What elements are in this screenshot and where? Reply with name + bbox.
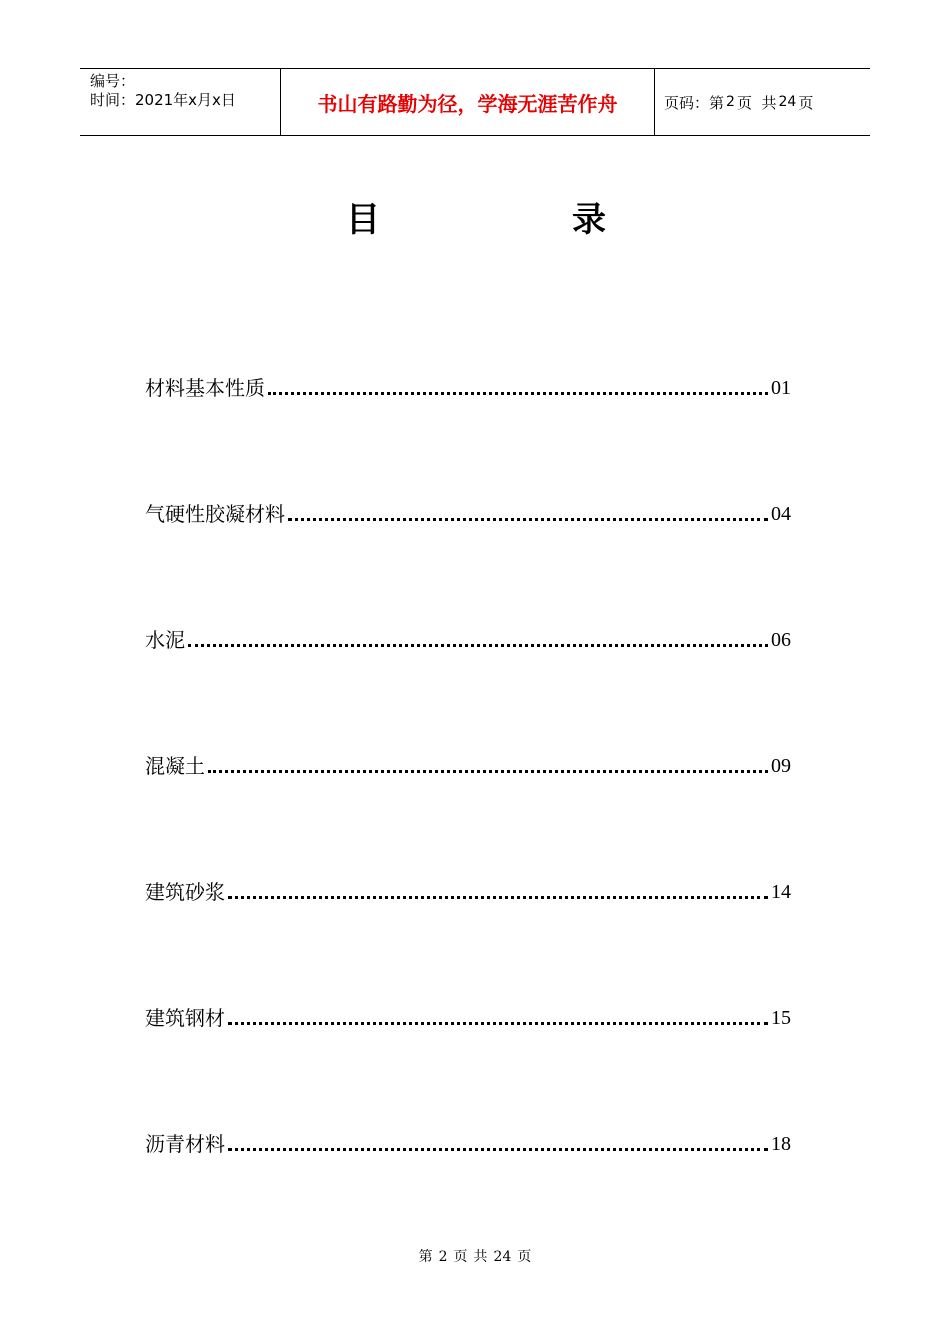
- toc-item-label: 气硬性胶凝材料: [145, 502, 285, 526]
- toc-item-label: 建筑砂浆: [145, 880, 225, 904]
- toc-leader-dots: [288, 518, 768, 521]
- footer-gong: 共: [473, 1249, 488, 1265]
- toc-item-label: 沥青材料: [145, 1132, 225, 1156]
- title-char-1: 目: [346, 200, 380, 240]
- toc-item-page: 14: [771, 881, 791, 903]
- footer-ye-2: 页: [517, 1249, 532, 1265]
- header-page-info: [655, 69, 870, 135]
- toc-item-page: 18: [771, 1133, 791, 1155]
- toc-item-label: 材料基本性质: [145, 376, 265, 400]
- toc-leader-dots: [188, 644, 768, 647]
- toc-leader-dots: [228, 896, 768, 899]
- toc-leader-dots: [208, 770, 768, 773]
- page-current: 2: [726, 94, 735, 110]
- toc-leader-dots: [228, 1022, 768, 1025]
- page-suffix: 页: [798, 93, 814, 112]
- page-total: 24: [778, 94, 797, 110]
- number-label: 编号：: [90, 72, 136, 90]
- page-footer: [0, 1246, 950, 1266]
- footer-total-pages: 24: [493, 1249, 512, 1265]
- toc-leader-dots: [228, 1148, 768, 1151]
- header-motto: 书山有路勤为径，学海无涯苦作舟: [281, 69, 655, 135]
- toc-item-label: 建筑钢材: [145, 1006, 225, 1030]
- footer-current-page: 2: [438, 1249, 448, 1265]
- title-char-2: 录: [572, 200, 606, 240]
- toc-item[interactable]: [145, 626, 791, 654]
- toc-item[interactable]: [145, 374, 791, 402]
- toc-item[interactable]: [145, 1004, 791, 1032]
- toc-item[interactable]: [145, 752, 791, 780]
- page-title: [0, 198, 950, 242]
- page-prefix: 页码：第: [664, 93, 725, 112]
- toc-item[interactable]: [145, 1130, 791, 1158]
- footer-ye: 页: [453, 1249, 468, 1265]
- toc-item-page: 09: [771, 755, 791, 777]
- toc-item-label: 混凝土: [145, 754, 205, 778]
- header-meta: [80, 69, 281, 135]
- footer-di: 第: [418, 1249, 433, 1265]
- toc-item[interactable]: [145, 500, 791, 528]
- toc-item-label: 水泥: [145, 628, 185, 652]
- toc-item-page: 15: [771, 1007, 791, 1029]
- page-header: [80, 68, 870, 136]
- time-label: 时间：2021年x月x日: [90, 91, 236, 109]
- toc-item[interactable]: [145, 878, 791, 906]
- toc-leader-dots: [268, 392, 768, 395]
- toc-item-page: 04: [771, 503, 791, 525]
- page-mid: 页 共: [736, 93, 777, 112]
- toc-item-page: 06: [771, 629, 791, 651]
- toc-item-page: 01: [771, 377, 791, 399]
